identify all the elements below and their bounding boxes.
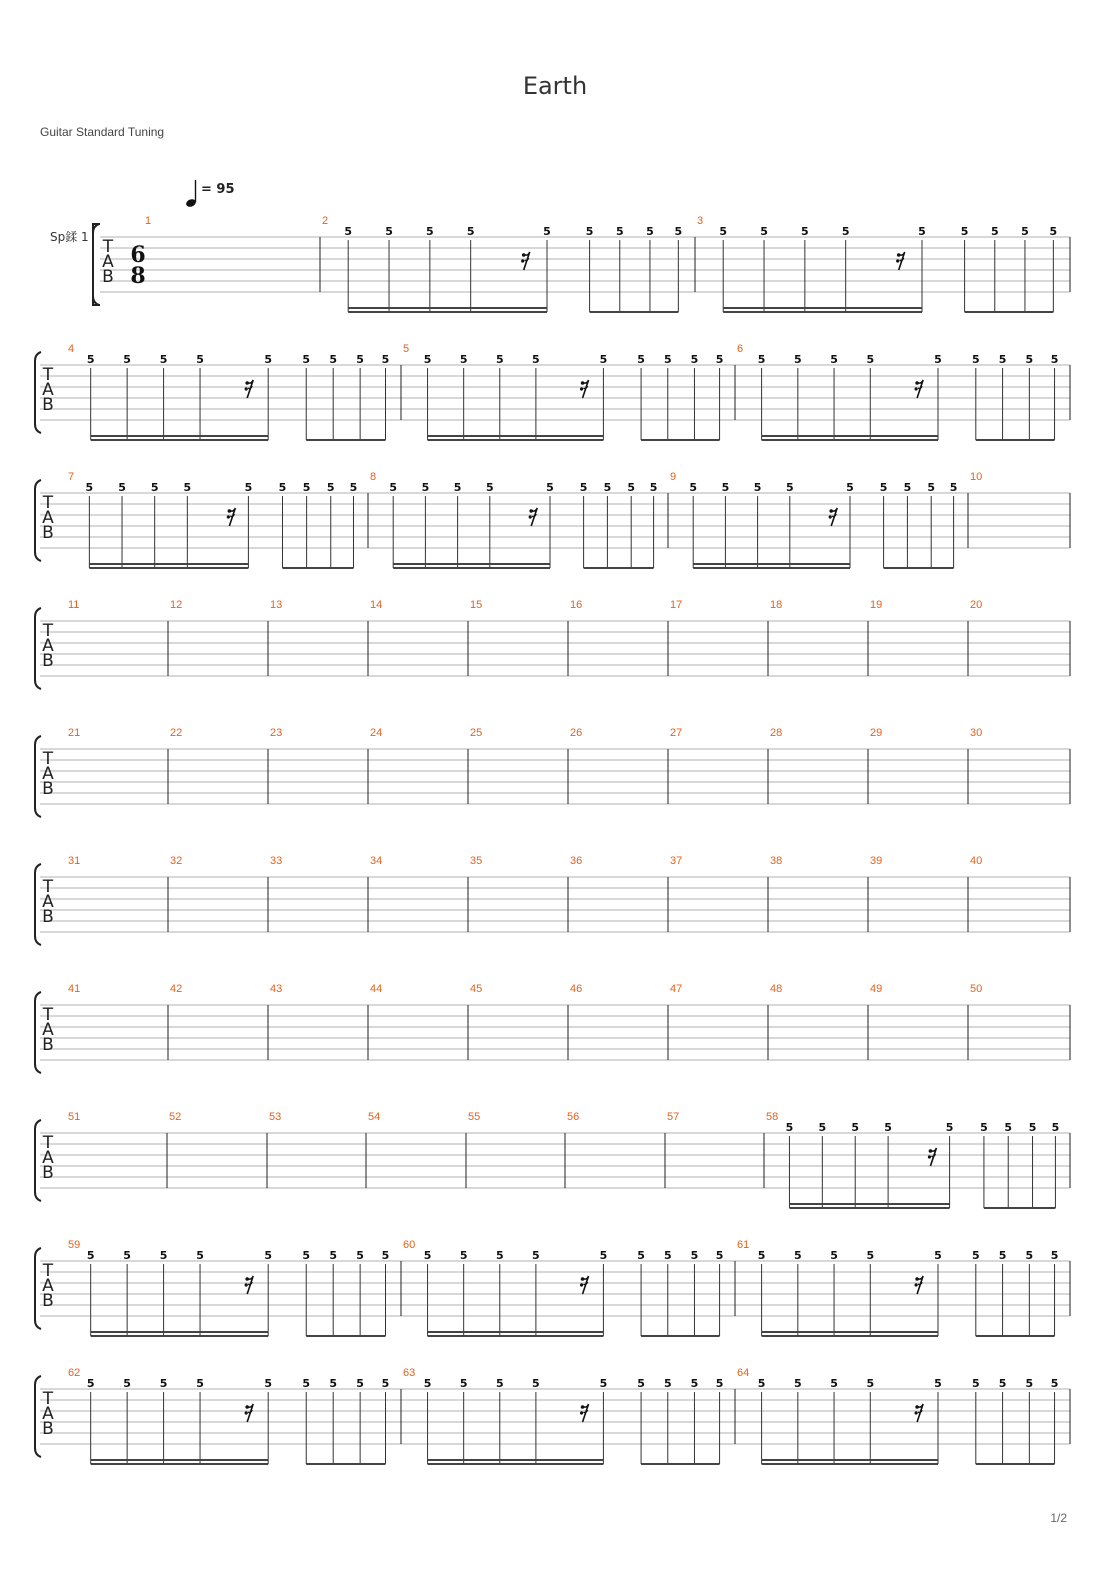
measure-number: 14 — [370, 599, 383, 611]
measure-number: 39 — [870, 855, 883, 867]
measure-number: 12 — [170, 599, 183, 611]
measure-number: 53 — [269, 1111, 282, 1123]
fret-number: 5 — [356, 353, 364, 366]
measure-number: 62 — [68, 1367, 81, 1379]
tab-clef-letter: B — [42, 1163, 54, 1183]
measure-number: 17 — [670, 599, 683, 611]
rest-dot — [227, 515, 230, 518]
tab-clef-letter: A — [42, 1020, 54, 1040]
measure-number: 16 — [570, 599, 583, 611]
fret-number: 5 — [866, 1377, 875, 1390]
tab-clef-letter: T — [42, 1389, 54, 1409]
fret-number: 5 — [264, 1377, 273, 1390]
tab-clef-letter: B — [42, 907, 54, 927]
system-bracket — [35, 352, 41, 433]
rest-dot — [915, 1411, 918, 1414]
tab-clef-letter: A — [42, 636, 54, 656]
fret-number: 5 — [118, 481, 126, 494]
measure-number: 26 — [570, 727, 583, 739]
fret-number: 5 — [423, 353, 432, 366]
measure-number: 56 — [567, 1111, 580, 1123]
fret-number: 5 — [1050, 353, 1059, 366]
rest-dot — [529, 515, 532, 518]
fret-number: 5 — [123, 353, 131, 366]
rest-dot — [581, 1405, 585, 1409]
measure-number: 59 — [68, 1239, 81, 1251]
fret-number: 5 — [615, 225, 624, 238]
fret-number: 5 — [356, 1377, 364, 1390]
fret-number: 5 — [423, 1377, 432, 1390]
rest-dot — [896, 259, 899, 262]
fret-number: 5 — [998, 1377, 1007, 1390]
measure-number: 2 — [322, 215, 329, 227]
fret-number: 5 — [830, 1377, 838, 1390]
fret-number: 5 — [302, 1377, 311, 1390]
rest-dot — [829, 509, 833, 513]
fret-number: 5 — [603, 481, 612, 494]
fret-number: 5 — [866, 353, 875, 366]
rest-dot — [245, 1277, 249, 1281]
fret-number: 5 — [637, 1249, 645, 1262]
fret-number: 5 — [381, 1377, 390, 1390]
fret-number: 5 — [150, 481, 159, 494]
fret-number: 5 — [851, 1121, 860, 1134]
tab-clef-letter: B — [42, 1291, 54, 1311]
fret-number: 5 — [196, 1377, 204, 1390]
measure-number: 42 — [170, 983, 183, 995]
fret-number: 5 — [715, 1249, 724, 1262]
measure-number: 44 — [370, 983, 383, 995]
fret-number: 5 — [690, 353, 699, 366]
fret-number: 5 — [663, 1249, 672, 1262]
fret-number: 5 — [971, 1249, 980, 1262]
fret-number: 5 — [934, 353, 942, 366]
tab-clef-letter: B — [42, 1035, 54, 1055]
fret-number: 5 — [846, 481, 854, 494]
measure-number: 29 — [870, 727, 883, 739]
fret-number: 5 — [627, 481, 636, 494]
fret-number: 5 — [85, 481, 94, 494]
fret-number: 5 — [546, 481, 554, 494]
system-bracket — [35, 1248, 41, 1329]
fret-number: 5 — [945, 1121, 954, 1134]
fret-number: 5 — [532, 1249, 540, 1262]
measure-number: 38 — [770, 855, 783, 867]
fret-number: 5 — [793, 1249, 802, 1262]
fret-number: 5 — [934, 1377, 942, 1390]
fret-number: 5 — [866, 1249, 875, 1262]
fret-number: 5 — [1025, 1377, 1034, 1390]
fret-number: 5 — [1049, 225, 1058, 238]
fret-number: 5 — [637, 1377, 645, 1390]
fret-number: 5 — [949, 481, 958, 494]
fret-number: 5 — [757, 353, 766, 366]
fret-number: 5 — [302, 481, 311, 494]
measure-number: 32 — [170, 855, 183, 867]
rest-dot — [245, 1411, 248, 1414]
fret-number: 5 — [86, 353, 95, 366]
measure-number: 13 — [270, 599, 283, 611]
measure-number: 64 — [737, 1367, 750, 1379]
fret-number: 5 — [389, 481, 398, 494]
fret-number: 5 — [421, 481, 430, 494]
measure-number: 23 — [270, 727, 283, 739]
rest-dot — [915, 1405, 919, 1409]
fret-number: 5 — [830, 1249, 838, 1262]
measure-number: 51 — [68, 1111, 81, 1123]
system-bracket — [93, 224, 99, 305]
fret-number: 5 — [344, 225, 353, 238]
rest-dot — [580, 1283, 583, 1286]
tempo-label: = 95 — [201, 182, 235, 197]
measure-number: 28 — [770, 727, 783, 739]
tab-clef-letter: T — [42, 365, 54, 385]
fret-number: 5 — [264, 353, 273, 366]
fret-number: 5 — [884, 1121, 892, 1134]
rest-dot — [580, 1411, 583, 1414]
fret-number: 5 — [719, 225, 728, 238]
measure-number: 21 — [68, 727, 81, 739]
measure-number: 22 — [170, 727, 183, 739]
measure-number: 3 — [697, 215, 704, 227]
fret-number: 5 — [302, 1249, 311, 1262]
rest-dot — [928, 1155, 931, 1158]
rest-dot — [897, 253, 901, 257]
measure-number: 19 — [870, 599, 883, 611]
fret-number: 5 — [423, 1249, 432, 1262]
tab-clef-letter: B — [102, 267, 114, 287]
fret-number: 5 — [663, 1377, 672, 1390]
measure-number: 48 — [770, 983, 783, 995]
fret-number: 5 — [841, 225, 850, 238]
fret-number: 5 — [244, 481, 253, 494]
time-signature-top: 6 — [130, 242, 146, 268]
measure-number: 54 — [368, 1111, 381, 1123]
measure-number: 49 — [870, 983, 883, 995]
fret-number: 5 — [1028, 1121, 1037, 1134]
time-signature-bottom: 8 — [130, 263, 146, 289]
tab-clef-letter: A — [102, 252, 114, 272]
score-title: Earth — [522, 72, 588, 100]
measure-number: 60 — [403, 1239, 416, 1251]
rest-dot — [915, 1277, 919, 1281]
measure-number: 8 — [370, 471, 377, 483]
fret-number: 5 — [532, 353, 540, 366]
fret-number: 5 — [649, 481, 658, 494]
tab-clef-letter: B — [42, 779, 54, 799]
tab-clef-letter: A — [42, 508, 54, 528]
tab-clef-letter: A — [42, 892, 54, 912]
tab-clef-letter: T — [42, 621, 54, 641]
measure-number: 24 — [370, 727, 383, 739]
tab-clef-letter: T — [42, 749, 54, 769]
system-bracket — [35, 1120, 41, 1201]
measure-number: 57 — [667, 1111, 680, 1123]
system-bracket — [35, 736, 41, 817]
fret-number: 5 — [196, 353, 204, 366]
fret-number: 5 — [86, 1377, 95, 1390]
fret-number: 5 — [599, 1249, 608, 1262]
rest-dot — [245, 381, 249, 385]
fret-number: 5 — [495, 1249, 504, 1262]
tab-clef-letter: T — [42, 877, 54, 897]
system-bracket — [35, 1376, 41, 1457]
fret-number: 5 — [757, 1249, 766, 1262]
fret-number: 5 — [998, 1249, 1007, 1262]
track-brace — [93, 224, 100, 305]
fret-number: 5 — [689, 481, 698, 494]
fret-number: 5 — [934, 1249, 942, 1262]
measure-number: 52 — [169, 1111, 182, 1123]
measure-number: 47 — [670, 983, 683, 995]
tab-clef-letter: B — [42, 1419, 54, 1439]
fret-number: 5 — [599, 353, 608, 366]
fret-number: 5 — [1051, 1121, 1060, 1134]
fret-number: 5 — [1004, 1121, 1013, 1134]
rest-dot — [915, 381, 919, 385]
fret-number: 5 — [495, 353, 504, 366]
fret-number: 5 — [674, 225, 683, 238]
fret-number: 5 — [998, 353, 1007, 366]
fret-number: 5 — [466, 225, 475, 238]
measure-number: 15 — [470, 599, 483, 611]
fret-number: 5 — [1021, 225, 1029, 238]
rest-dot — [245, 1405, 249, 1409]
fret-number: 5 — [927, 481, 936, 494]
rest-dot — [580, 387, 583, 390]
measure-number: 50 — [970, 983, 983, 995]
fret-number: 5 — [495, 1377, 504, 1390]
fret-number: 5 — [1050, 1249, 1059, 1262]
measure-number: 43 — [270, 983, 283, 995]
tab-clef-letter: T — [102, 237, 114, 257]
fret-number: 5 — [818, 1121, 827, 1134]
fret-number: 5 — [329, 1249, 338, 1262]
rest-dot — [829, 515, 832, 518]
tab-clef-letter: T — [42, 1133, 54, 1153]
fret-number: 5 — [830, 353, 838, 366]
fret-number: 5 — [159, 353, 168, 366]
track-name: Sp鍒 1 — [50, 230, 89, 244]
fret-number: 5 — [960, 225, 969, 238]
rest-dot — [245, 1283, 248, 1286]
fret-number: 5 — [793, 353, 802, 366]
measure-number: 9 — [670, 471, 677, 483]
tuning-label: Guitar Standard Tuning — [40, 125, 165, 139]
fret-number: 5 — [721, 481, 730, 494]
measure-number: 4 — [68, 343, 75, 355]
tab-clef-letter: T — [42, 1261, 54, 1281]
tab-clef-letter: B — [42, 651, 54, 671]
measure-number: 55 — [468, 1111, 481, 1123]
measure-number: 36 — [570, 855, 583, 867]
measure-number: 31 — [68, 855, 81, 867]
fret-number: 5 — [760, 225, 768, 238]
fret-number: 5 — [757, 1377, 766, 1390]
fret-number: 5 — [637, 353, 645, 366]
tab-clef-letter: A — [42, 1148, 54, 1168]
rest-dot — [581, 381, 585, 385]
tab-clef-letter: T — [42, 493, 54, 513]
fret-number: 5 — [453, 481, 462, 494]
fret-number: 5 — [971, 1377, 980, 1390]
measure-number: 27 — [670, 727, 683, 739]
measure-number: 63 — [403, 1367, 416, 1379]
rest-dot — [915, 387, 918, 390]
tab-clef-letter: B — [42, 395, 54, 415]
fret-number: 5 — [329, 1377, 338, 1390]
measure-number: 40 — [970, 855, 983, 867]
measure-number: 61 — [737, 1239, 750, 1251]
fret-number: 5 — [159, 1249, 168, 1262]
fret-number: 5 — [599, 1377, 608, 1390]
rest-dot — [929, 1149, 933, 1153]
fret-number: 5 — [123, 1249, 131, 1262]
measure-number: 7 — [68, 471, 75, 483]
fret-number: 5 — [326, 481, 335, 494]
fret-number: 5 — [980, 1121, 988, 1134]
fret-number: 5 — [123, 1377, 131, 1390]
fret-number: 5 — [646, 225, 654, 238]
tab-clef-letter: B — [42, 523, 54, 543]
fret-number: 5 — [715, 1377, 724, 1390]
tab-clef-letter: A — [42, 764, 54, 784]
fret-number: 5 — [990, 225, 999, 238]
rest-dot — [245, 387, 248, 390]
measure-number: 18 — [770, 599, 783, 611]
fret-number: 5 — [715, 353, 724, 366]
fret-number: 5 — [381, 353, 390, 366]
fret-number: 5 — [543, 225, 551, 238]
fret-number: 5 — [785, 1121, 794, 1134]
rest-dot — [529, 509, 533, 513]
measure-number: 11 — [68, 599, 80, 611]
fret-number: 5 — [264, 1249, 273, 1262]
fret-number: 5 — [879, 481, 888, 494]
fret-number: 5 — [485, 481, 494, 494]
fret-number: 5 — [690, 1249, 699, 1262]
tab-clef-letter: A — [42, 1404, 54, 1424]
measure-number: 20 — [970, 599, 983, 611]
measure-number: 1 — [145, 215, 152, 227]
measure-number: 35 — [470, 855, 483, 867]
page-number: 1/2 — [1050, 1511, 1067, 1525]
measure-number: 5 — [403, 343, 410, 355]
fret-number: 5 — [381, 1249, 390, 1262]
fret-number: 5 — [663, 353, 672, 366]
system-bracket — [35, 608, 41, 689]
fret-number: 5 — [1050, 1377, 1059, 1390]
fret-number: 5 — [159, 1377, 168, 1390]
fret-number: 5 — [385, 225, 393, 238]
fret-number: 5 — [785, 481, 794, 494]
measure-number: 45 — [470, 983, 483, 995]
rest-dot — [915, 1283, 918, 1286]
tab-clef-letter: T — [42, 1005, 54, 1025]
fret-number: 5 — [86, 1249, 95, 1262]
tab-clef-letter: A — [42, 1276, 54, 1296]
measure-number: 25 — [470, 727, 483, 739]
measure-number: 41 — [68, 983, 81, 995]
fret-number: 5 — [459, 1377, 468, 1390]
fret-number: 5 — [329, 353, 338, 366]
fret-number: 5 — [196, 1249, 204, 1262]
fret-number: 5 — [426, 225, 434, 238]
fret-number: 5 — [183, 481, 192, 494]
fret-number: 5 — [918, 225, 926, 238]
measure-number: 30 — [970, 727, 983, 739]
fret-number: 5 — [356, 1249, 364, 1262]
rest-dot — [522, 253, 526, 257]
rest-dot — [228, 509, 232, 513]
fret-number: 5 — [1025, 353, 1034, 366]
fret-number: 5 — [1025, 1249, 1034, 1262]
measure-number: 6 — [737, 343, 744, 355]
fret-number: 5 — [690, 1377, 699, 1390]
fret-number: 5 — [753, 481, 762, 494]
fret-number: 5 — [459, 1249, 468, 1262]
fret-number: 5 — [278, 481, 287, 494]
system-bracket — [35, 864, 41, 945]
measure-number: 37 — [670, 855, 683, 867]
measure-number: 34 — [370, 855, 383, 867]
fret-number: 5 — [302, 353, 311, 366]
tab-clef-letter: A — [42, 380, 54, 400]
fret-number: 5 — [579, 481, 588, 494]
measure-number: 33 — [270, 855, 283, 867]
system-bracket — [35, 992, 41, 1073]
fret-number: 5 — [971, 353, 980, 366]
fret-number: 5 — [903, 481, 912, 494]
fret-number: 5 — [793, 1377, 802, 1390]
fret-number: 5 — [532, 1377, 540, 1390]
fret-number: 5 — [459, 353, 468, 366]
rest-dot — [581, 1277, 585, 1281]
measure-number: 10 — [970, 471, 983, 483]
measure-number: 46 — [570, 983, 583, 995]
fret-number: 5 — [801, 225, 809, 238]
system-bracket — [35, 480, 41, 561]
fret-number: 5 — [585, 225, 594, 238]
measure-number: 58 — [766, 1111, 779, 1123]
rest-dot — [521, 259, 524, 262]
fret-number: 5 — [349, 481, 358, 494]
